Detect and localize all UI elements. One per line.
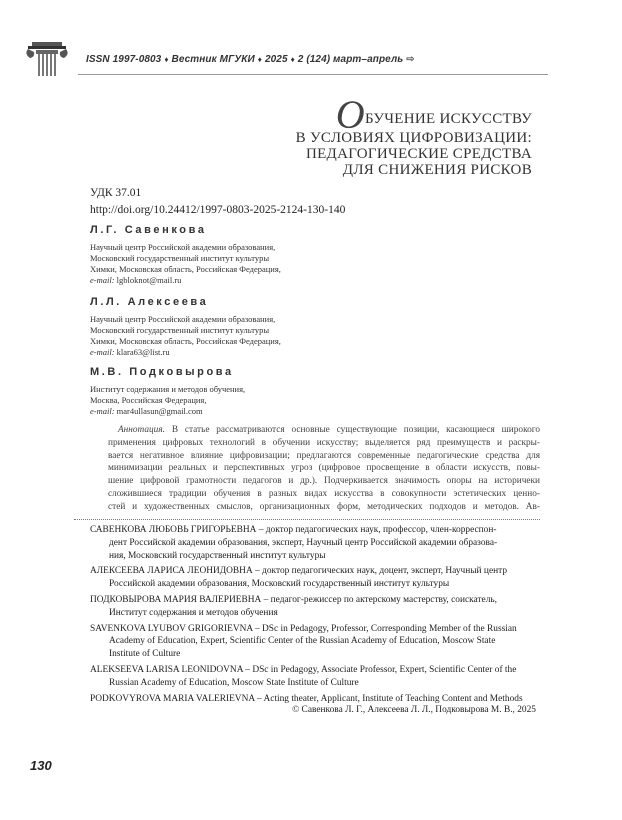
issn: ISSN 1997-0803 — [86, 54, 162, 65]
bio-line: АЛЕКСЕЕВА ЛАРИСА ЛЕОНИДОВНА – доктор педагогических наук, доцент, эксперт, Научный центр — [90, 566, 508, 577]
author-affiliation: Научный центр Российской академии образования, — [90, 242, 276, 252]
journal-year: 2025 — [264, 54, 288, 65]
author-bio — [90, 594, 538, 620]
bio-line: ALEKSEEVA LARISA LEONIDOVNA – DSc in Pedagogy, Associate Professor, Expert, Scientific Center of the — [90, 664, 517, 675]
bio-line: ния, Московский государственный институт культуры — [109, 550, 326, 561]
journal-issue: 2 (124) март–апрель — [297, 54, 404, 65]
title-line-4: ДЛЯ СНИЖЕНИЯ РИСКОВ — [342, 162, 532, 178]
email-label: e-mail: — [90, 347, 115, 357]
abstract-label: Аннотация. — [118, 425, 165, 435]
author-block — [90, 366, 245, 417]
author-email[interactable]: lgbloknot@mail.ru — [116, 275, 182, 285]
author-bio — [90, 565, 538, 591]
title-line-1: БУЧЕНИЕ ИСКУССТВУ — [364, 111, 532, 127]
abstract-line: сложившиеся традиции обучения в разных видах искусства в совокупности эстетических ценно- — [108, 488, 540, 499]
author-bio — [90, 623, 538, 661]
bio-line: САВЕНКОВА ЛЮБОВЬ ГРИГОРЬЕВНА – доктор педагогических наук, профессор, член-корреспон- — [90, 525, 497, 535]
bio-line: ПОДКОВЫРОВА МАРИЯ ВАЛЕРИЕВНА – педагог-режиссер по актерскому мастерству, соискатель, — [90, 594, 498, 605]
bio-line: Institute of Culture — [109, 649, 181, 660]
author-affiliation: Химки, Московская область, Российская Федерация, — [90, 264, 281, 274]
email-label: e-mail: — [90, 406, 115, 416]
abstract-line: В статье рассматриваются основные существующие позиции, касающиеся широкого — [171, 425, 540, 435]
abstract-line: минимизации реальных и перспективных угроз (цифровое просвещение в области искусств, повы- — [108, 463, 540, 474]
dotted-divider — [74, 519, 540, 520]
author-bio — [90, 664, 538, 690]
author-affiliation: Московский государственный институт культуры — [90, 325, 270, 335]
abstract-line: применения цифровых технологий в обучении искусству; выделяется ряд преимуществ и раскры- — [108, 437, 540, 448]
author-name: М.В. Подковырова — [90, 366, 234, 378]
bio-line: Russian Academy of Education, Moscow State Institute of Culture — [109, 677, 359, 688]
author-name: Л.Г. Савенкова — [90, 224, 207, 236]
abstract — [108, 424, 540, 514]
author-email[interactable]: mar4ullasun@gmail.com — [116, 406, 203, 416]
title-line-2: В УСЛОВИЯХ ЦИФРОВИЗАЦИИ: — [295, 130, 532, 146]
author-affiliation: Научный центр Российской академии образования, — [90, 314, 276, 324]
bio-line: Academy of Education, Expert, Scientific Center of the Russian Academy of Education, Moscow State — [109, 636, 496, 647]
header-rule — [78, 74, 548, 75]
running-header — [0, 42, 622, 82]
abstract-line: стей и художественных смыслов, организационных форм, методических подходов и методов. Ав- — [108, 501, 540, 512]
bio-line: Институт содержания и методов обучения — [109, 607, 278, 618]
bio-line: SAVENKOVA LYUBOV GRIGORIEVNA – DSc in Pedagogy, Professor, Corresponding Member of the Russian — [90, 623, 517, 634]
arrow-right-icon: ⇨ — [406, 54, 415, 65]
article-title — [295, 92, 532, 178]
abstract-line: вается негативное влияние цифровизации; предлагаются современные педагогические средства для — [108, 450, 540, 461]
author-name: Л.Л. Алексеева — [90, 296, 209, 308]
author-affiliation: Институт содержания и методов обучения, — [90, 384, 246, 394]
author-affiliation: Московский государственный институт культуры — [90, 253, 270, 263]
page-number: 130 — [30, 758, 52, 773]
copyright: © Савенкова Л. Г., Алексеева Л. Л., Подковырова М. В., 2025 — [292, 705, 536, 715]
author-block — [90, 224, 281, 286]
abstract-line: шение цифровой грамотности педагогов и др.). Подчеркивается значимость опоры на историчеки — [108, 476, 540, 487]
email-label: e-mail: — [90, 275, 115, 285]
author-bio — [90, 524, 538, 562]
title-drop-cap: О — [335, 92, 365, 137]
bio-line: дент Российской академии образования, эксперт, Научный центр Российской академии образова- — [109, 537, 498, 548]
journal-name: Вестник МГУКИ — [171, 54, 255, 65]
author-bio — [90, 693, 538, 706]
bio-line: PODKOVYROVA MARIA VALERIEVNA – Acting theater, Applicant, Institute of Teaching Content and Methods — [90, 693, 523, 704]
author-block — [90, 296, 281, 358]
bio-line: Российской академии образования, Московский государственный институт культуры — [109, 579, 450, 590]
doi-link[interactable]: http://doi.org/10.24412/1997-0803-2025-2124-130-140 — [90, 204, 346, 216]
title-line-3: ПЕДАГОГИЧЕСКИЕ СРЕДСТВА — [305, 146, 532, 162]
author-bios — [90, 524, 538, 708]
author-affiliation: Москва, Российская Федерация, — [90, 395, 207, 405]
udk-block — [90, 185, 345, 219]
journal-header-text: ISSN 1997-0803 ♦ Вестник МГУКИ ♦ 2025 ♦ 2 (124) март–апрель ⇨ — [86, 54, 415, 65]
author-affiliation: Химки, Московская область, Российская Федерация, — [90, 336, 281, 346]
udk-code: УДК 37.01 — [90, 187, 142, 199]
author-email[interactable]: klara63@list.ru — [116, 347, 170, 357]
column-capital-logo-icon — [24, 42, 70, 76]
